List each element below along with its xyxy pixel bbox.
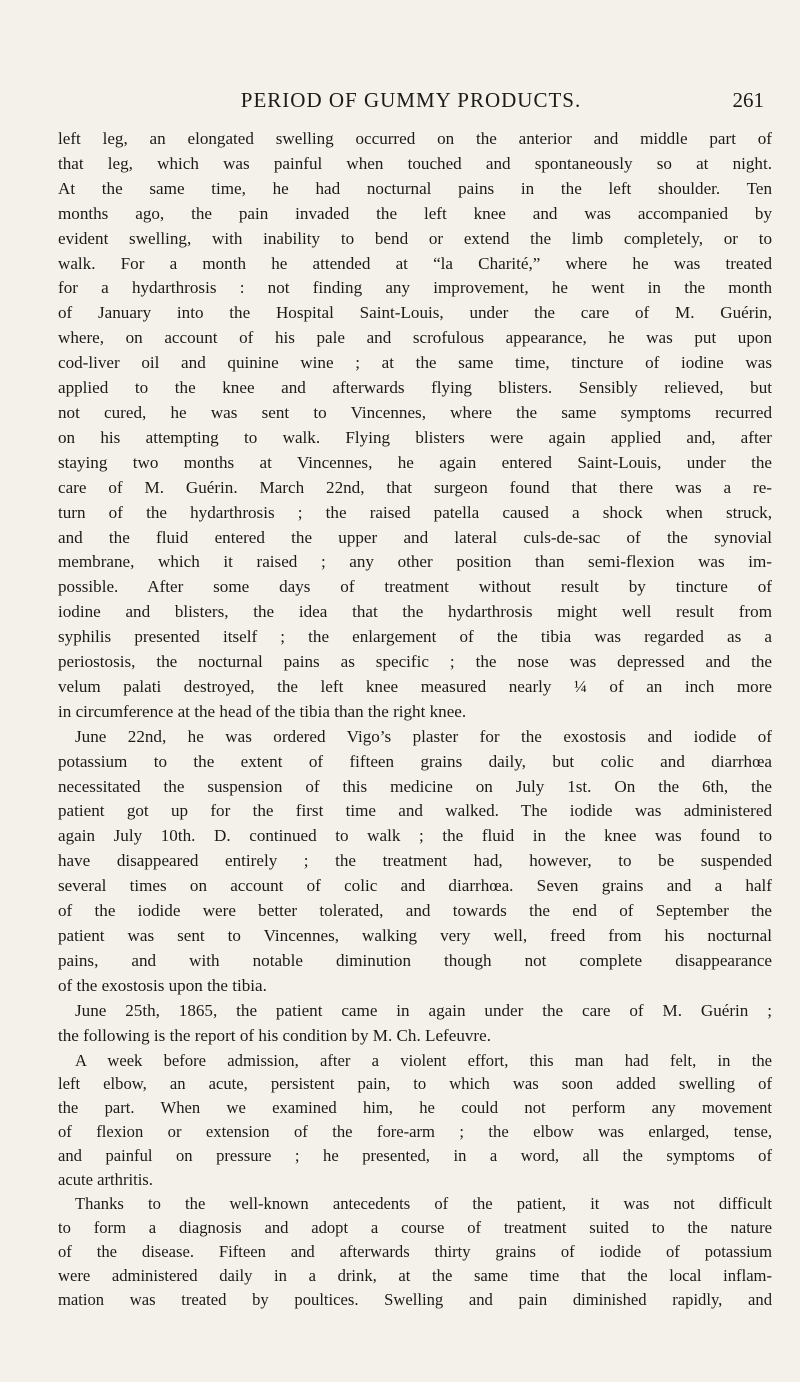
text-line: applied to the knee and afterwards flying blisters. Sensibly relieved, but	[58, 378, 772, 398]
page-number: 261	[732, 88, 764, 112]
paragraph-3	[58, 999, 772, 1049]
text-line: the following is the report of his condition by M. Ch. Lefeuvre.	[58, 1025, 491, 1045]
text-line: June 25th, 1865, the patient came in again under the care of M. Guérin ;	[75, 1000, 772, 1020]
text-line: of the iodide were better tolerated, and towards the end of September the	[58, 901, 772, 921]
text-line: and the fluid entered the upper and lateral culs-de-sac of the synovial	[58, 527, 772, 547]
text-line: the part. When we examined him, he could not perform any movement	[58, 1098, 772, 1118]
text-line: Thanks to the well-known antecedents of the patient, it was not difficult	[75, 1193, 772, 1213]
text-line: cod-liver oil and quinine wine ; at the same time, tincture of iodine was	[58, 353, 772, 373]
text-line: on his attempting to walk. Flying blisters were again applied and, after	[58, 427, 772, 447]
text-line: mation was treated by poultices. Swelling and pain diminished rapidly, and	[58, 1289, 772, 1309]
body-text	[58, 127, 772, 1312]
paragraph-5	[58, 1192, 772, 1312]
text-line: not cured, he was sent to Vincennes, where the same symptoms recurred	[58, 402, 772, 422]
text-line: again July 10th. D. continued to walk ; the fluid in the knee was found to	[58, 826, 772, 846]
text-line: velum palati destroyed, the left knee measured nearly ¼ of an inch more	[58, 676, 772, 696]
text-line: for a hydarthrosis : not finding any improvement, he went in the month	[58, 278, 772, 298]
text-line: walk. For a month he attended at “la Charité,” where he was treated	[58, 253, 772, 273]
text-line: necessitated the suspension of this medicine on July 1st. On the 6th, the	[58, 776, 772, 796]
text-line: membrane, which it raised ; any other position than semi-flexion was im-	[58, 552, 772, 572]
running-header	[58, 88, 764, 114]
text-line: left leg, an elongated swelling occurred on the anterior and middle part of	[58, 129, 772, 148]
text-line: patient got up for the first time and walked. The iodide was administered	[58, 801, 772, 821]
text-line: of flexion or extension of the fore-arm ; the elbow was enlarged, tense,	[58, 1122, 772, 1142]
text-line: iodine and blisters, the idea that the hydarthrosis might well result from	[58, 602, 772, 622]
text-line: staying two months at Vincennes, he again entered Saint-Louis, under the	[58, 452, 772, 472]
text-line: of the exostosis upon the tibia.	[58, 975, 267, 995]
text-line: potassium to the extent of fifteen grains daily, but colic and diarrhœa	[58, 751, 772, 771]
text-line: left elbow, an acute, persistent pain, to which was soon added swelling of	[58, 1074, 772, 1094]
text-line: where, on account of his pale and scrofulous appearance, he was put upon	[58, 328, 772, 348]
text-line: turn of the hydarthrosis ; the raised patella caused a shock when struck,	[58, 502, 772, 522]
paragraph-4	[58, 1049, 772, 1192]
text-line: of the disease. Fifteen and afterwards thirty grains of iodide of potassium	[58, 1241, 772, 1261]
text-line: of January into the Hospital Saint-Louis, under the care of M. Guérin,	[58, 303, 772, 323]
text-line: care of M. Guérin. March 22nd, that surgeon found that there was a re-	[58, 477, 772, 497]
text-line: periostosis, the nocturnal pains as specific ; the nose was depressed and the	[58, 652, 772, 672]
text-line: have disappeared entirely ; the treatment had, however, to be suspended	[58, 851, 772, 871]
running-title: PERIOD OF GUMMY PRODUCTS.	[240, 88, 582, 112]
text-line: several times on account of colic and diarrhœa. Seven grains and a half	[58, 876, 772, 896]
text-line: evident swelling, with inability to bend or extend the limb completely, or to	[58, 228, 772, 248]
text-line: in circumference at the head of the tibia than the right knee.	[58, 701, 467, 721]
text-line: June 22nd, he was ordered Vigo’s plaster for the exostosis and iodide of	[75, 726, 772, 746]
text-line: to form a diagnosis and adopt a course of treatment suited to the nature	[58, 1217, 772, 1237]
paragraph-2	[58, 725, 772, 999]
text-line: that leg, which was painful when touched and spontaneously so at night.	[58, 153, 772, 173]
text-line: At the same time, he had nocturnal pains in the left shoulder. Ten	[58, 178, 772, 198]
text-line: pains, and with notable diminution though not complete disappearance	[58, 950, 772, 970]
text-line: A week before admission, after a violent effort, this man had felt, in the	[75, 1050, 772, 1070]
text-line: syphilis presented itself ; the enlargement of the tibia was regarded as a	[58, 627, 772, 647]
text-line: months ago, the pain invaded the left knee and was accompanied by	[58, 203, 772, 223]
text-line: patient was sent to Vincennes, walking very well, freed from his nocturnal	[58, 926, 772, 945]
paragraph-1	[58, 127, 772, 725]
text-line: and painful on pressure ; he presented, in a word, all the symptoms of	[58, 1146, 772, 1166]
text-line: were administered daily in a drink, at the same time that the local inflam-	[58, 1265, 772, 1285]
text-line: acute arthritis.	[58, 1170, 153, 1190]
text-line: possible. After some days of treatment without result by tincture of	[58, 577, 772, 597]
